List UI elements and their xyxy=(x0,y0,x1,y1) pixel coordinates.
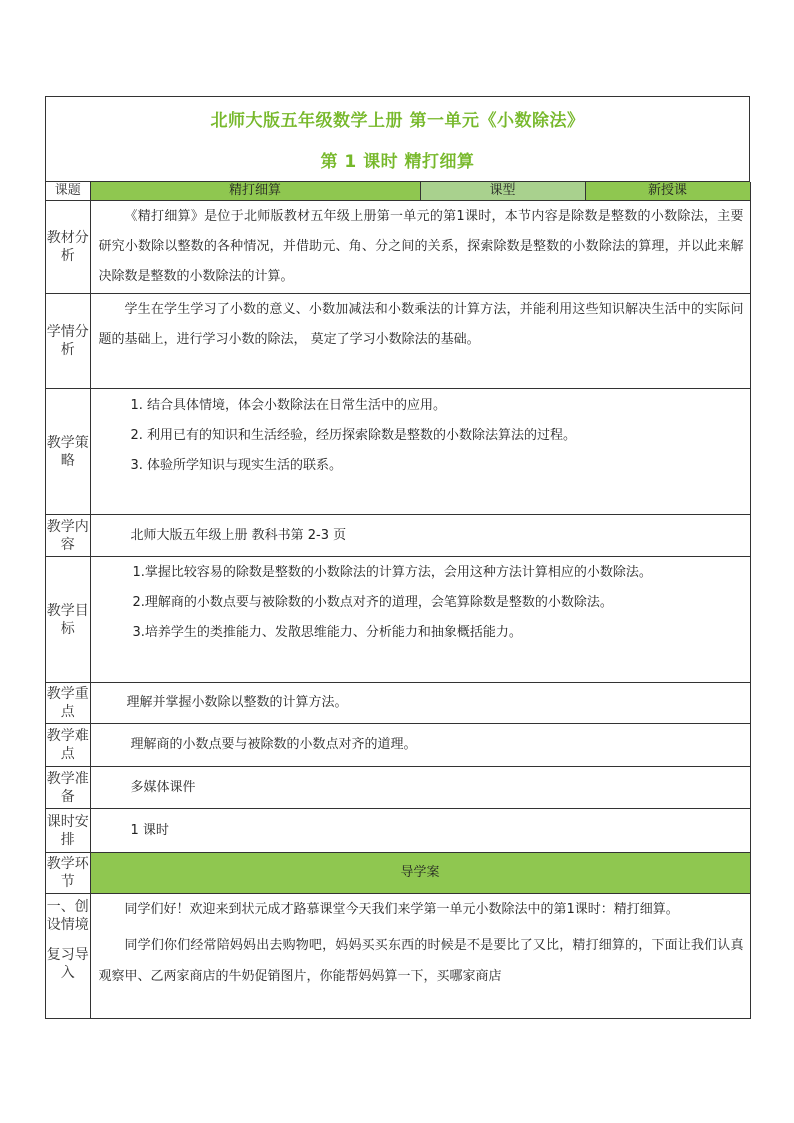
preparation-cell xyxy=(90,767,750,809)
strategy-cell xyxy=(90,389,750,515)
goals-cell xyxy=(90,557,750,683)
process-row xyxy=(46,853,750,894)
goals-label: 教学目标 xyxy=(46,557,90,683)
students-label: 学情分析 xyxy=(46,294,90,389)
content-cell xyxy=(90,515,750,557)
header-row xyxy=(46,182,750,201)
hours-cell xyxy=(90,809,750,853)
difficulty-label: 教学难点 xyxy=(46,724,90,767)
goal-item: 3.培养学生的类推能力、发散思维能力、分析能力和抽象概括能力。 xyxy=(132,625,522,640)
document-title: 北师大版五年级数学上册 第一单元《小数除法》 xyxy=(210,111,585,131)
intro-cell xyxy=(90,894,750,1019)
difficulty-row xyxy=(46,724,750,767)
hours-label: 课时安排 xyxy=(46,809,90,853)
intro-label xyxy=(46,894,90,1019)
topic-value: 精打细算 xyxy=(90,182,420,201)
intro-row xyxy=(46,894,750,1019)
topic-label: 课题 xyxy=(46,182,90,201)
students-text: 学生在学生学习了小数的意义、小数加减法和小数乘法的计算方法，并能利用这些知识解决生活中的实际问题的基础上，进行学习小数的除法， 莫定了学习小数除法的基础。 xyxy=(98,302,744,347)
key-point-cell xyxy=(90,683,750,724)
strategy-row xyxy=(46,389,750,515)
material-label: 教材分析 xyxy=(46,201,90,294)
key-point-text: 理解并掌握小数除以整数的计算方法。 xyxy=(126,695,348,710)
difficulty-text: 理解商的小数点要与被除数的小数点对齐的道理。 xyxy=(130,737,417,752)
preparation-label: 教学准备 xyxy=(46,767,90,809)
process-header: 导学案 xyxy=(90,853,750,894)
material-text: 《精打细算》是位于北师版教材五年级上册第一单元的第1课时，本节内容是除数是整数的小数除法，主要研究小数除以整数的各种情况，并借助元、角、分之间的关系，探索除数是整数的小数除法的算理，并以此来解决除数是整数的小数除法的计算。 xyxy=(98,209,744,284)
intro-paragraph-1: 同学们好！欢迎来到状元成才路慕课堂今天我们来学第一单元小数除法中的第1课时：精打细算。 xyxy=(124,902,679,917)
intro-label-a: 一、创设情境 xyxy=(46,899,89,933)
hours-row xyxy=(46,809,750,853)
difficulty-cell xyxy=(90,724,750,767)
lesson-plan-document xyxy=(45,96,750,1019)
content-text: 北师大版五年级上册 教科书第 2-3 页 xyxy=(130,527,347,543)
preparation-row xyxy=(46,767,750,809)
hours-text: 1 课时 xyxy=(130,822,169,838)
goal-item: 2.理解商的小数点要与被除数的小数点对齐的道理，会笔算除数是整数的小数除法。 xyxy=(132,595,613,610)
content-row xyxy=(46,515,750,557)
type-label: 课型 xyxy=(420,182,585,201)
students-cell xyxy=(90,294,750,389)
students-row xyxy=(46,294,750,389)
key-point-label: 教学重点 xyxy=(46,683,90,724)
strategy-item: 1. 结合具体情境，体会小数除法在日常生活中的应用。 xyxy=(130,398,447,413)
lesson-subtitle: 第 1 课时 精打细算 xyxy=(320,152,475,172)
title-block xyxy=(46,97,750,182)
goals-row xyxy=(46,557,750,683)
material-cell xyxy=(90,201,750,294)
strategy-item: 2. 利用已有的知识和生活经验，经历探索除数是整数的小数除法算法的过程。 xyxy=(130,428,577,443)
lesson-table xyxy=(46,182,751,1019)
intro-paragraph-2: 同学们你们经常陪妈妈出去购物吧，妈妈买买东西的时候是不是要比了又比，精打细算的，下面让我们认真观察甲、乙两家商店的牛奶促销图片，你能帮妈妈算一下，买哪家商店 xyxy=(98,938,744,984)
intro-label-b: 复习导入 xyxy=(46,947,89,981)
preparation-text: 多媒体课件 xyxy=(130,779,196,795)
process-label: 教学环节 xyxy=(46,853,90,894)
type-value: 新授课 xyxy=(585,182,750,201)
strategy-item: 3. 体验所学知识与现实生活的联系。 xyxy=(130,458,343,473)
goal-item: 1.掌握比较容易的除数是整数的小数除法的计算方法，会用这种方法计算相应的小数除法。 xyxy=(132,565,652,580)
strategy-label: 教学策略 xyxy=(46,389,90,515)
key-point-row xyxy=(46,683,750,724)
material-row xyxy=(46,201,750,294)
content-label: 教学内容 xyxy=(46,515,90,557)
